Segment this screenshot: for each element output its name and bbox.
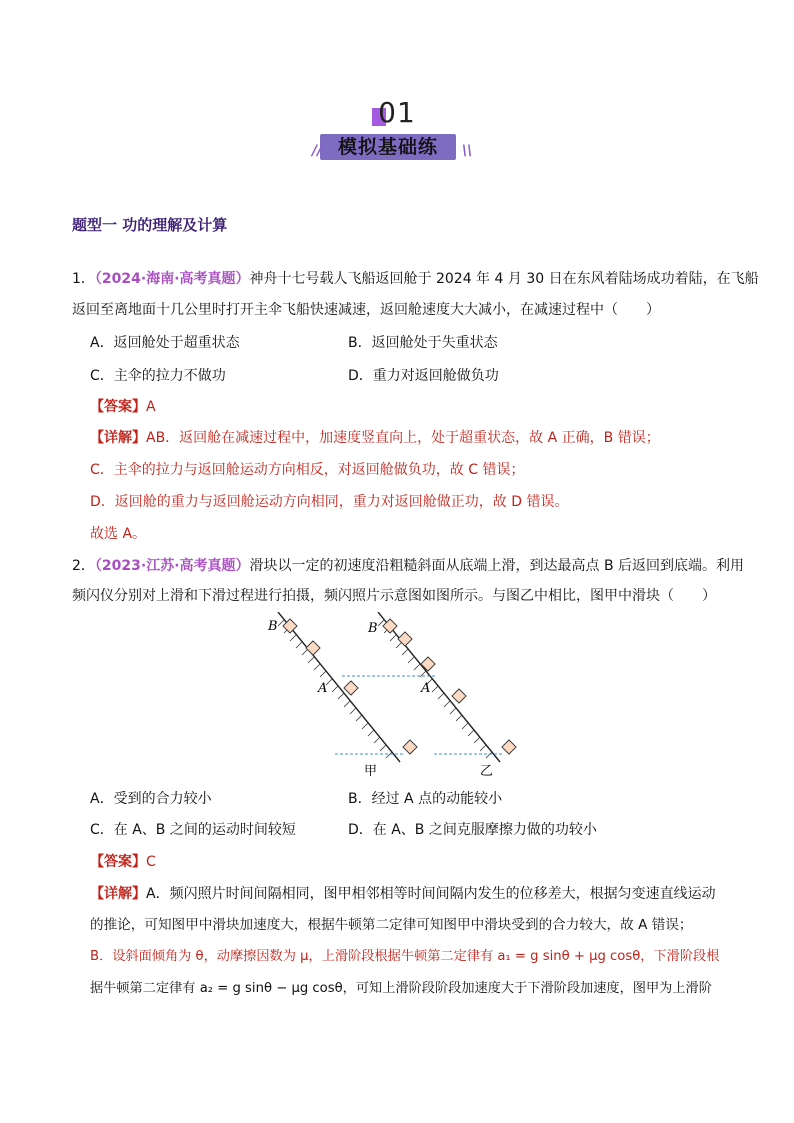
page-number: 01	[378, 96, 416, 129]
q1-detail-line-2: C．主伞的拉力与返回舱运动方向相反，对返回舱做负功，故 C 错误；	[90, 462, 525, 478]
q2-detail-label: 【详解】	[90, 886, 146, 902]
q1-answer-label: 【答案】	[90, 399, 146, 415]
q1-option-a: A．返回舱处于超重状态	[90, 335, 240, 351]
q2-detail-text-1: A．频闪照片时间间隔相同，图甲相邻相等时间间隔内发生的位移差大，根据匀变速直线运动	[146, 886, 716, 902]
q2-option-a: A．受到的合力较小	[90, 791, 212, 807]
q2-detail-line-3: B．设斜面倾角为 θ，动摩擦因数为 μ，上滑阶段根据牛顿第二定律有 a₁ = g sinθ + μg cosθ，下滑阶段根	[90, 949, 720, 964]
incline-yi	[378, 612, 500, 762]
q2-detail-line-2: 的推论，可知图甲中滑块加速度大，根据牛顿第二定律可知图甲中滑块受到的合力较大，故 A 错误；	[90, 917, 693, 933]
incline-figure	[250, 612, 530, 782]
q2-answer-line	[90, 852, 156, 872]
q2-number: 2．	[72, 558, 95, 574]
jia-block-2	[306, 641, 320, 655]
yi-block-5	[502, 740, 516, 754]
q2-stem-line-1	[72, 556, 744, 576]
q2-stem-text-1: 滑块以一定的初速度沿粗糙斜面从底端上滑，到达最高点 B 后返回到底端。利用	[249, 558, 745, 574]
incline-jia	[278, 612, 400, 762]
q1-source: （2024·海南·高考真题）	[94, 271, 250, 287]
q1-detail-line-4: 故选 A。	[90, 526, 147, 542]
q2-source: （2023·江苏·高考真题）	[94, 558, 250, 574]
q2-option-b: B．经过 A 点的动能较小	[348, 791, 503, 807]
q2-detail-line-1	[90, 884, 716, 904]
q1-answer-line	[90, 397, 156, 417]
q1-stem-line-2: 返回至离地面十几公里时打开主伞飞船快速减速，返回舱速度大大减小，在减速过程中（ ）	[72, 302, 660, 318]
q1-option-d: D．重力对返回舱做负功	[348, 368, 499, 384]
q1-stem-line-1	[72, 269, 759, 289]
jia-block-3	[344, 681, 358, 695]
jia-block-4	[403, 740, 417, 754]
q1-answer-value: A	[146, 399, 156, 415]
label-yi: 乙	[480, 764, 494, 779]
section-title: 题型一 功的理解及计算	[72, 216, 228, 234]
q1-detail-line-3: D．返回舱的重力与返回舱运动方向相同，重力对返回舱做正功，故 D 错误。	[90, 494, 569, 510]
q1-option-b: B．返回舱处于失重状态	[348, 335, 498, 351]
label-b-jia: B	[268, 619, 278, 634]
page-title: 模拟基础练	[337, 136, 438, 158]
label-jia: 甲	[364, 764, 378, 779]
label-a-yi: A	[421, 681, 431, 696]
q1-detail-line-1	[90, 428, 660, 448]
q2-option-c: C．在 A、B 之间的运动时间较短	[90, 822, 296, 838]
slash-right-decoration: \\	[462, 143, 473, 159]
q1-option-c: C．主伞的拉力不做功	[90, 368, 226, 384]
yi-block-4	[452, 689, 466, 703]
q2-detail-line-4: 据牛顿第二定律有 a₂ = g sinθ − μg cosθ，可知上滑阶段阶段加速度大于下滑阶段加速度，图甲为上滑阶	[90, 981, 712, 996]
label-a-jia: A	[318, 681, 328, 696]
yi-block-3	[421, 657, 435, 671]
label-b-yi: B	[368, 621, 378, 636]
q2-answer-value: C	[146, 854, 156, 870]
q2-answer-label: 【答案】	[90, 854, 146, 870]
q1-detail-label: 【详解】	[90, 430, 146, 446]
q2-stem-line-2: 频闪仪分别对上滑和下滑过程进行拍摄，频闪照片示意图如图所示。与图乙中相比，图甲中滑块（ ）	[72, 588, 716, 604]
q1-number: 1．	[72, 271, 95, 287]
q1-detail-text-1: AB．返回舱在减速过程中，加速度竖直向上，处于超重状态，故 A 正确，B 错误；	[146, 430, 660, 446]
q1-stem-text-1: 神舟十七号载人飞船返回舱于 2024 年 4 月 30 日在东风着陆场成功着陆，在飞船	[249, 271, 759, 287]
q2-option-d: D．在 A、B 之间克服摩擦力做的功较小	[348, 822, 597, 838]
slash-left-decoration: //	[312, 143, 323, 159]
